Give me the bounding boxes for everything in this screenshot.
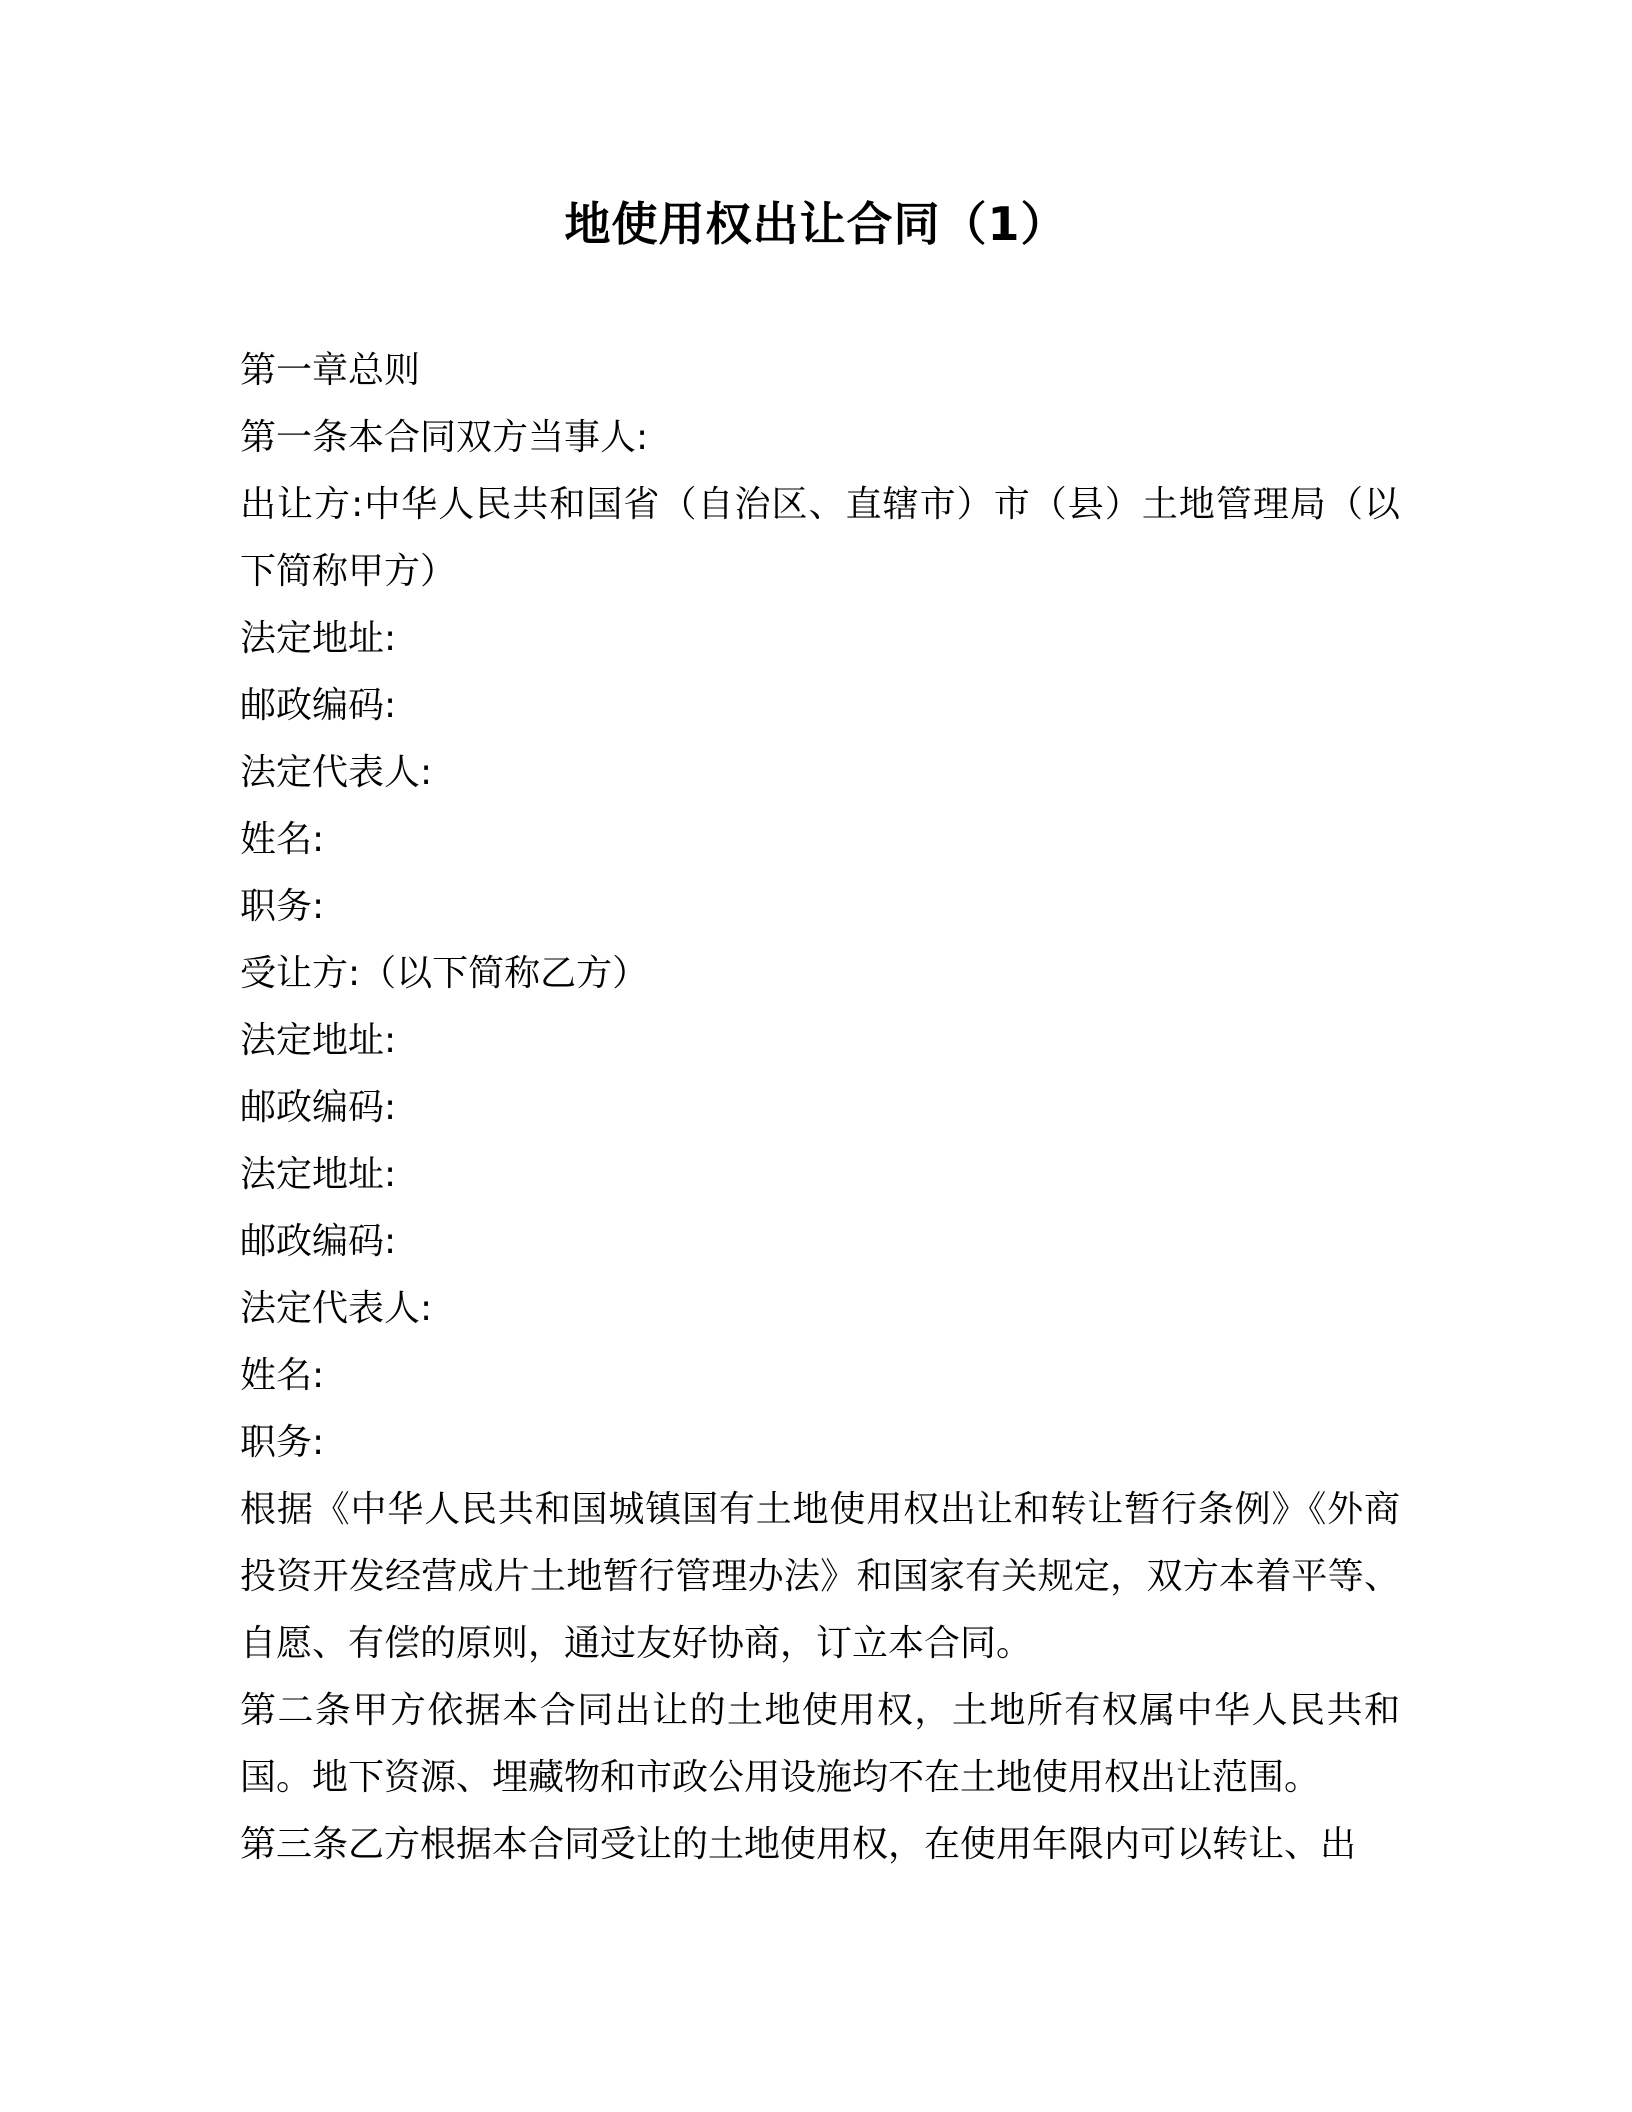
chapter-heading: 第一章总则 bbox=[240, 350, 421, 391]
grantor-postcode-label: 邮政编码: bbox=[240, 685, 397, 726]
grantee-postcode-label-2: 邮政编码: bbox=[240, 1221, 397, 1262]
grantor-name-label: 姓名: bbox=[240, 819, 325, 860]
grantee-address-label-2: 法定地址: bbox=[240, 1154, 397, 1195]
grantee-address-label: 法定地址: bbox=[240, 1020, 397, 1061]
grantor-representative-label: 法定代表人: bbox=[240, 752, 433, 793]
article-3-paragraph: 第三条乙方根据本合同受让的土地使用权，在使用年限内可以转让、出 bbox=[240, 1824, 1357, 1865]
article-1-heading: 第一条本合同双方当事人: bbox=[240, 417, 649, 458]
grantee-representative-label: 法定代表人: bbox=[240, 1288, 433, 1329]
document-title: 地使用权出让合同（1） bbox=[564, 197, 1068, 251]
grantor-address-label: 法定地址: bbox=[240, 618, 397, 659]
preamble-paragraph: 根据《中华人民共和国城镇国有土地使用权出让和转让暂行条例》《外商投资开发经营成片土地暂行管理办法》和国家有关规定，双方本着平等、自愿、有偿的原则，通过友好协商，订立本合同。 bbox=[240, 1489, 1400, 1664]
grantee-postcode-label: 邮政编码: bbox=[240, 1087, 397, 1128]
grantor-position-label: 职务: bbox=[240, 886, 325, 927]
grantee-position-label: 职务: bbox=[240, 1422, 325, 1463]
article-2-paragraph: 第二条甲方依据本合同出让的土地使用权，土地所有权属中华人民共和国。地下资源、埋藏物和市政公用设施均不在土地使用权出让范围。 bbox=[240, 1690, 1400, 1798]
grantee-name-label: 姓名: bbox=[240, 1355, 325, 1396]
grantee-line: 受让方:（以下简称乙方） bbox=[240, 953, 649, 994]
grantor-line: 出让方:中华人民共和国省（自治区、直辖市）市（县）土地管理局（以下简称甲方） bbox=[240, 484, 1400, 592]
document-body bbox=[240, 337, 1400, 1878]
